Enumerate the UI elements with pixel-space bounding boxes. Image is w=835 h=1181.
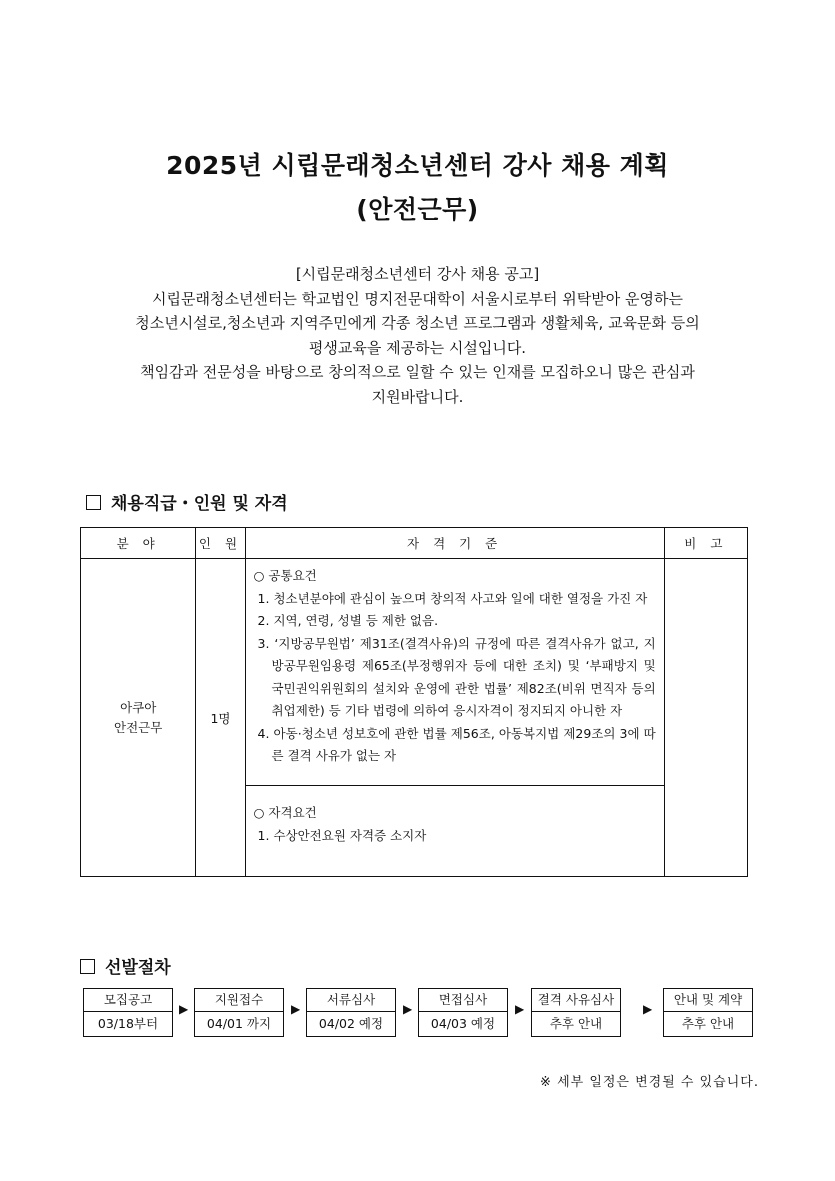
document-subtitle: (안전근무) [356,195,479,224]
header-count: 인 원 [196,528,245,559]
remarks-cell [664,559,747,877]
field-cell [81,559,196,877]
requirement-item: 1. 청소년분야에 관심이 높으며 창의적 사고와 일에 대한 열정을 가진 자 [257,590,648,606]
step-label: 서류심사 [307,989,395,1012]
document-title: 2025년 시립문래청소년센터 강사 채용 계획 [166,151,669,180]
intro-line: 시립문래청소년센터는 학교법인 명지전문대학이 서울시로부터 위탁받아 운영하는 [152,289,683,308]
arrow-right-icon: ▶ [403,1002,413,1016]
step-date: 03/18부터 [97,1016,159,1031]
checkbox-square-icon [80,959,95,974]
process-step [306,988,396,1037]
qualification-heading: ○ 자격요건 [253,805,317,820]
process-step [194,988,284,1037]
step-date: 04/02 예정 [318,1016,384,1031]
arrow-right-icon: ▶ [179,1002,189,1016]
intro-line: 평생교육을 제공하는 시설입니다. [308,338,527,357]
qualification-cell [245,786,664,877]
step-date: 04/01 까지 [206,1016,272,1031]
arrow-right-icon: ▶ [291,1002,301,1016]
field-name-line: 아쿠아 [120,699,157,715]
step-date: 추후 안내 [549,1016,603,1031]
common-requirements-heading: ○ 공통요건 [253,568,317,583]
count-cell: 1명 [196,559,245,877]
step-label: 모집공고 [84,989,172,1012]
intro-line: 지원바랍니다. [371,387,464,406]
process-step [418,988,508,1037]
arrow-right-icon: ▶ [515,1002,525,1016]
intro-line: 청소년시설로,청소년과 지역주민에게 각종 청소년 프로그램과 생활체육, 교육문화 등의 [135,314,700,332]
common-requirements-cell [245,559,664,786]
qualification-item: 1. 수상안전요원 자격증 소지자 [257,827,427,843]
intro-paragraph [60,262,775,409]
intro-line: [시립문래청소년센터 강사 채용 공고] [295,265,540,283]
requirement-item: 4. 아동·청소년 성보호에 관한 법률 제56조, 아동복지법 제29조의 3에 따른 결격 사유가 없는 자 [257,725,656,763]
schedule-note: ※ 세부 일정은 변경될 수 있습니다. [540,1075,759,1090]
checkbox-square-icon [86,495,101,510]
header-field: 분 야 [81,528,196,559]
process-step [83,988,173,1037]
step-label: 면접심사 [419,989,507,1012]
step-label: 결격 사유심사 [532,989,620,1012]
header-criteria: 자 격 기 준 [245,528,664,559]
section-heading-procedure [80,953,171,978]
section-title: 선발절차 [105,958,171,978]
field-name-line: 안전근무 [114,719,163,735]
section-heading-positions [86,489,288,514]
header-remarks: 비 고 [664,528,747,559]
table-row [81,559,748,786]
step-label: 안내 및 계약 [664,989,752,1012]
table-header-row [81,528,748,559]
arrow-right-icon: ▶ [643,1002,653,1016]
requirement-item: 3. ‘지방공무원법’ 제31조(결격사유)의 규정에 따른 결격사유가 없고, 지방공무원임용령 제65조(부정행위자 등에 대한 조치) 및 ‘부패방지 및 국민권익위원회의 설치와 운영에 관한 법률’ 제82조(비위 면직자 등의 취업제한) 등 기타 법령에 의하여 응시자격이 정지되지 아니한 자 [257,635,656,718]
process-step [531,988,621,1037]
requirement-item: 2. 지역, 연령, 성별 등 제한 없음. [257,613,439,628]
section-title: 채용직급・인원 및 자격 [111,494,288,514]
intro-line: 책임감과 전문성을 바탕으로 창의적으로 일할 수 있는 인재를 모집하오니 많은 관심과 [140,363,695,381]
step-date: 04/03 예정 [430,1016,496,1031]
process-step [663,988,753,1037]
requirements-table [80,527,748,877]
step-label: 지원접수 [195,989,283,1012]
step-date: 추후 안내 [681,1016,735,1031]
